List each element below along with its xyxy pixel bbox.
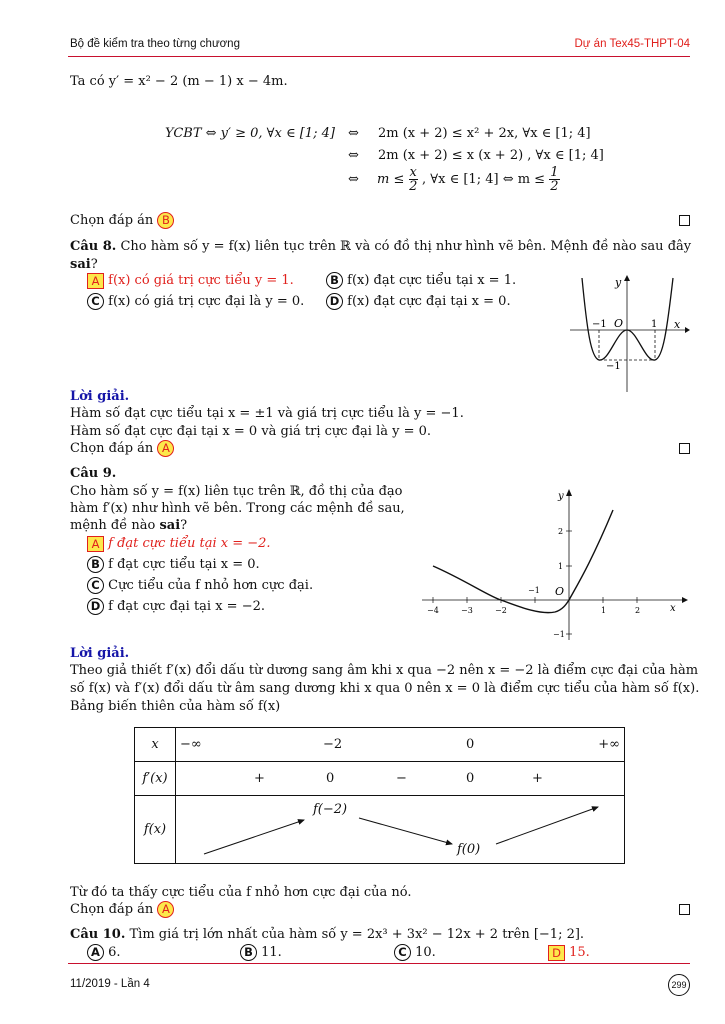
zero-2: 0: [466, 771, 475, 786]
x-tick-m2: −2: [495, 606, 507, 615]
option-c-badge: C: [87, 577, 104, 594]
option-c-badge: C: [394, 944, 411, 961]
q9-text3a: mệnh đề nào: [70, 518, 156, 533]
eq3-op: ⇔: [348, 172, 359, 187]
eq1-op: ⇔: [348, 126, 359, 141]
option-b-text: f đạt cực tiểu tại x = 0.: [108, 557, 260, 572]
sign-plus-2: +: [532, 771, 543, 786]
option-a-badge: A: [87, 273, 104, 289]
choose-answer-badge: B: [157, 212, 174, 229]
q8-question: Cho hàm số y = f(x) liên tục trên ℝ và có đồ thị như hình vẽ bên. Mệnh đề nào sau đây: [120, 239, 692, 254]
eq3-frac1: [409, 166, 418, 193]
graph-tick-m1: −1: [592, 319, 607, 330]
q8-option-d[interactable]: [326, 293, 511, 310]
choose-text: Chọn đáp án: [70, 902, 154, 917]
eq3-frac2-num: 1: [550, 165, 559, 180]
graph-origin: O: [614, 317, 624, 330]
q9-sol2: số f(x) và f′(x) đổi dấu từ âm sang dương khi x qua 0 nên x = 0 là điểm cực tiểu của hàm số f(x).: [70, 681, 700, 696]
derivative-line: Ta có y′ = x² − 2 (m − 1) x − 4m.: [70, 74, 288, 89]
f-min-value: f(0): [457, 842, 481, 857]
q8-text: [70, 238, 691, 255]
graph-tick-y-m1: −1: [606, 361, 621, 372]
q8-qmark: ?: [90, 257, 98, 272]
q9-solution-title: Lời giải.: [70, 646, 130, 661]
option-c-text: 10.: [415, 945, 436, 960]
option-a-badge: A: [87, 536, 104, 552]
q9-option-d[interactable]: [87, 598, 265, 615]
eq3-frac1-num: x: [409, 165, 417, 180]
y-tick-1: 1: [558, 562, 564, 571]
x-tick-m3: −3: [461, 606, 473, 615]
q8-sai: sai: [70, 257, 91, 272]
graph-origin: O: [555, 585, 565, 598]
sign-plus-1: +: [254, 771, 265, 786]
q8-text2: [70, 256, 98, 273]
y-tick-2: 2: [558, 527, 564, 536]
arrow-up-1: [204, 820, 304, 854]
table-x-row: [176, 728, 625, 762]
q8-option-b[interactable]: [326, 272, 516, 289]
q9-qmark: ?: [180, 518, 188, 533]
option-b-badge: B: [87, 556, 104, 573]
graph-tick-1: 1: [651, 319, 658, 330]
option-a-text: 6.: [108, 945, 121, 960]
variation-arrows: [176, 796, 628, 864]
derivative-curve: [433, 510, 613, 613]
footer-left: 11/2019 - Lần 4: [70, 978, 150, 990]
choose-text: Chọn đáp án: [70, 213, 154, 228]
y-tick-m1: −1: [553, 630, 565, 639]
q8-option-c[interactable]: [87, 293, 304, 310]
x-tick-2: 2: [635, 606, 641, 615]
graph-x-label: x: [674, 318, 681, 331]
q9-text1: Cho hàm số y = f(x) liên tục trên ℝ, đồ thị của đạo: [70, 484, 403, 499]
x-neg-inf: −∞: [180, 737, 202, 752]
option-b-badge: B: [326, 272, 343, 289]
option-d-text: 15.: [569, 945, 590, 960]
q8-sol2: Hàm số đạt cực đại tại x = 0 và giá trị cực đại là y = 0.: [70, 424, 432, 439]
x-pos-inf: +∞: [598, 737, 620, 752]
option-d-text: f đạt cực đại tại x = −2.: [108, 599, 265, 614]
qed-square: [679, 443, 690, 454]
zero-1: 0: [326, 771, 335, 786]
q9-choose: [70, 901, 174, 918]
table-x-label: x: [135, 728, 176, 762]
variation-table: [134, 727, 625, 864]
header-right: Dự án Tex45-THPT-04: [574, 38, 690, 50]
option-a-text: f đạt cực tiểu tại x = −2.: [108, 536, 271, 551]
q8-option-a[interactable]: [87, 272, 294, 289]
graph-y-label: y: [615, 276, 622, 289]
header-rule: [68, 56, 690, 57]
eq3-a: m ≤: [377, 172, 405, 187]
footer-rule: [68, 963, 690, 964]
q9-sol1: Theo giả thiết f′(x) đổi dấu từ dương sang âm khi x qua −2 nên x = −2 là điểm cực đại của hàm: [70, 663, 699, 678]
option-d-badge: D: [87, 598, 104, 615]
qed-square: [679, 215, 690, 226]
x-tick-m1: −1: [528, 586, 540, 595]
x-tick-1: 1: [601, 606, 607, 615]
eq3-frac2: [549, 166, 559, 193]
option-a-badge: A: [87, 944, 104, 961]
q8-label: Câu 8.: [70, 239, 117, 254]
q10-label: Câu 10.: [70, 927, 126, 942]
option-d-badge: D: [326, 293, 343, 310]
header-left: Bộ đề kiểm tra theo từng chương: [70, 38, 240, 50]
q10-option-b[interactable]: [240, 944, 282, 961]
q10-option-c[interactable]: [394, 944, 436, 961]
eq3-b: , ∀x ∈ [1; 4] ⇔ m ≤: [422, 172, 546, 187]
q9-option-a[interactable]: [87, 535, 271, 552]
choose-answer-badge: A: [157, 440, 174, 457]
q10-question: Tìm giá trị lớn nhất của hàm số y = 2x³ + 3x² − 12x + 2 trên [−1; 2].: [129, 927, 585, 942]
graph-y-label: y: [558, 491, 564, 502]
option-c-text: Cực tiểu của f nhỏ hơn cực đại.: [108, 578, 314, 593]
q8-choose: [70, 440, 174, 457]
x-zero: 0: [466, 737, 475, 752]
eq2-op: ⇔: [348, 148, 359, 163]
option-b-text: 11.: [261, 945, 282, 960]
q7-choose: [70, 212, 174, 229]
graph-x-label: x: [670, 603, 676, 614]
option-c-badge: C: [87, 293, 104, 310]
q9-option-c[interactable]: [87, 577, 313, 594]
q8-solution-title: Lời giải.: [70, 389, 130, 404]
arrow-up-2: [496, 807, 598, 844]
option-b-badge: B: [240, 944, 257, 961]
q8-graph: [565, 270, 690, 395]
q9-text3: [70, 517, 187, 534]
eq3-line: [348, 166, 560, 193]
f-max-value: f(−2): [313, 802, 348, 817]
table-f-label: f(x): [135, 796, 176, 864]
q9-sol3: Bảng biến thiên của hàm số f(x): [70, 699, 281, 714]
table-fp-label: f′(x): [135, 762, 176, 796]
q10-option-a[interactable]: [87, 944, 121, 961]
option-d-text: f(x) đạt cực đại tại x = 0.: [347, 294, 511, 309]
q9-label: Câu 9.: [70, 466, 117, 481]
eq2-right: 2m (x + 2) ≤ x (x + 2) , ∀x ∈ [1; 4]: [378, 148, 604, 163]
choose-text: Chọn đáp án: [70, 441, 154, 456]
q9-conclusion: Từ đó ta thấy cực tiểu của f nhỏ hơn cực đại của nó.: [70, 885, 412, 900]
q9-option-b[interactable]: [87, 556, 260, 573]
x-tick-m4: −4: [427, 606, 439, 615]
q9-graph: [420, 485, 690, 645]
q9-sai: sai: [159, 518, 181, 533]
option-c-text: f(x) có giá trị cực đại là y = 0.: [108, 294, 305, 309]
q10-option-d[interactable]: [548, 944, 590, 961]
q9-text2: hàm f′(x) như hình vẽ bên. Trong các mệnh đề sau,: [70, 501, 405, 516]
choose-answer-badge: A: [157, 901, 174, 918]
x-minus-2: −2: [323, 737, 343, 752]
q10-text: [70, 926, 584, 943]
eq1-right: 2m (x + 2) ≤ x² + 2x, ∀x ∈ [1; 4]: [378, 126, 591, 141]
table-f-row: [176, 796, 625, 864]
qed-square: [679, 904, 690, 915]
eq1-left: YCBT ⇔ y′ ≥ 0, ∀x ∈ [1; 4]: [165, 126, 335, 141]
option-b-text: f(x) đạt cực tiểu tại x = 1.: [347, 273, 517, 288]
option-d-badge: D: [548, 945, 565, 961]
page-number: 299: [668, 974, 690, 996]
sign-minus: −: [396, 771, 407, 786]
table-fp-row: [176, 762, 625, 796]
option-a-text: f(x) có giá trị cực tiểu y = 1.: [108, 273, 294, 288]
eq3-frac1-den: 2: [409, 179, 418, 194]
q8-sol1: Hàm số đạt cực tiểu tại x = ±1 và giá trị cực tiểu là y = −1.: [70, 406, 464, 421]
arrow-down: [359, 818, 452, 844]
eq3-frac2-den: 2: [550, 179, 559, 194]
